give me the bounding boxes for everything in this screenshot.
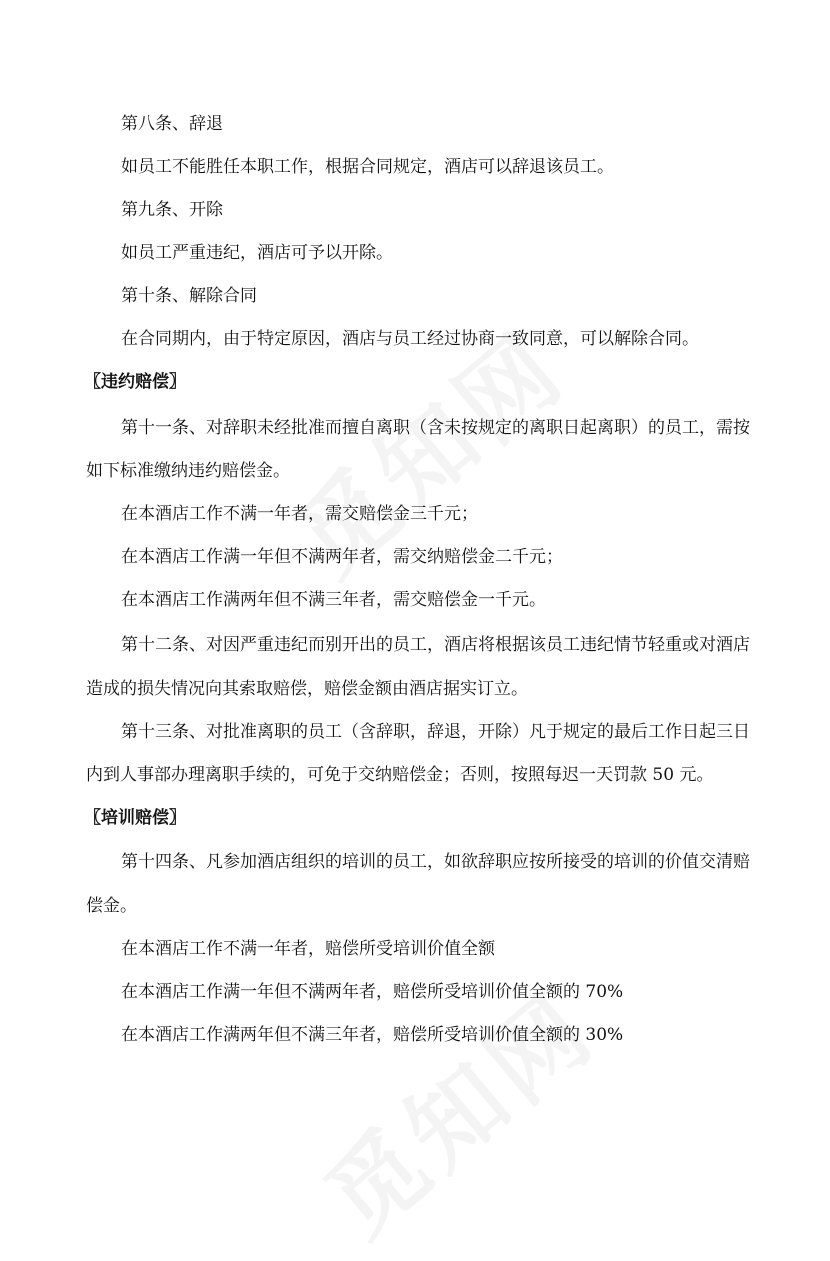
article-12-line-2: 造成的损失情况向其索取赔偿，赔偿金额由酒店据实订立。 xyxy=(86,679,528,699)
article-13-line-1: 第十三条、对批准离职的员工（含辞职，辞退，开除）凡于规定的最后工作日起三日 xyxy=(121,722,750,742)
article-8-body: 如员工不能胜任本职工作，根据合同规定，酒店可以辞退该员工。 xyxy=(121,157,614,177)
article-11-item-1: 在本酒店工作不满一年者，需交赔偿金三千元； xyxy=(121,504,478,524)
article-14-item-2: 在本酒店工作满一年但不满两年者，赔偿所受培训价值全额的 70% xyxy=(121,982,624,1002)
article-11-line-2: 如下标准缴纳违约赔偿金。 xyxy=(86,461,290,481)
article-10-title: 第十条、解除合同 xyxy=(121,286,257,306)
article-14-line-2: 偿金。 xyxy=(86,896,137,916)
article-8-title: 第八条、辞退 xyxy=(121,114,223,134)
article-11-item-3: 在本酒店工作满两年但不满三年者，需交赔偿金一千元。 xyxy=(121,590,546,610)
section-heading-training-compensation: 〖培训赔偿〗 xyxy=(84,808,186,828)
article-14-item-3: 在本酒店工作满两年但不满三年者，赔偿所受培训价值全额的 30% xyxy=(121,1025,624,1045)
article-14-item-1: 在本酒店工作不满一年者，赔偿所受培训价值全额 xyxy=(121,939,495,959)
article-9-body: 如员工严重违纪，酒店可予以开除。 xyxy=(121,243,393,263)
section-heading-breach-compensation: 〖违约赔偿〗 xyxy=(84,372,186,392)
article-9-title: 第九条、开除 xyxy=(121,200,223,220)
article-14-line-1: 第十四条、凡参加酒店组织的培训的员工，如欲辞职应按所接受的培训的价值交清赔 xyxy=(121,852,750,872)
article-11-item-2: 在本酒店工作满一年但不满两年者，需交纳赔偿金二千元； xyxy=(121,547,563,567)
article-10-body: 在合同期内，由于特定原因，酒店与员工经过协商一致同意，可以解除合同。 xyxy=(121,329,699,349)
article-12-line-1: 第十二条、对因严重违纪而别开出的员工，酒店将根据该员工违纪情节轻重或对酒店 xyxy=(121,635,750,655)
article-13-line-2: 内到人事部办理离职手续的，可免于交纳赔偿金；否则，按照每迟一天罚款 50 元。 xyxy=(86,765,714,785)
article-11-line-1: 第十一条、对辞职未经批准而擅自离职（含未按规定的离职日起离职）的员工，需按 xyxy=(121,418,750,438)
